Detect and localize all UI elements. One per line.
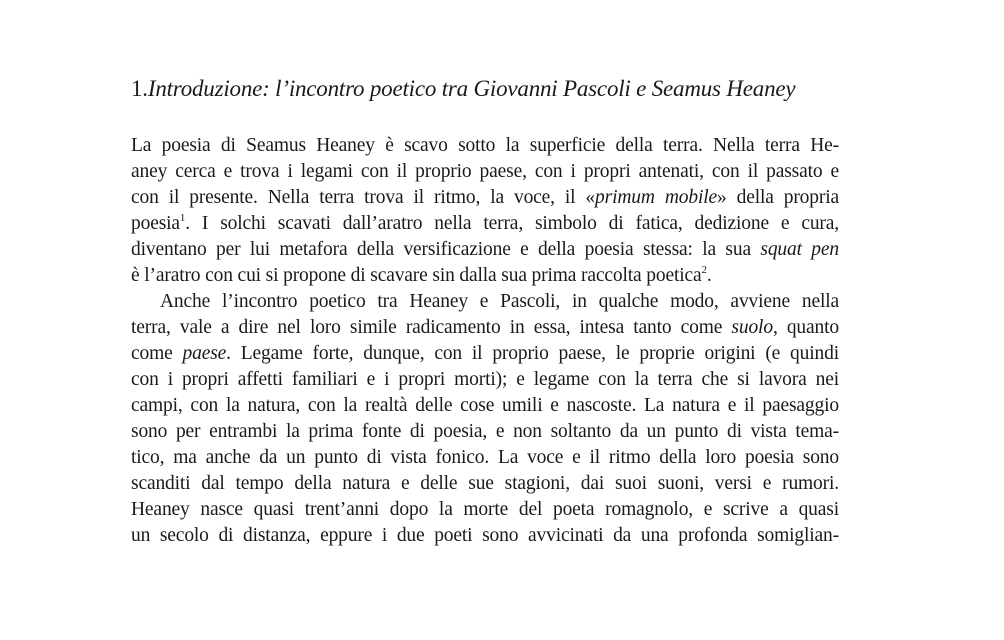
text-line <box>131 445 839 471</box>
text-line <box>131 367 839 393</box>
text-segment: . <box>706 265 712 286</box>
text-line <box>131 419 839 445</box>
text-segment: un secolo di distanza, eppure i due poeti sono avvicinati da una profonda somiglian- <box>131 525 839 546</box>
text-segment: Heaney nasce quasi trent’anni dopo la morte del poeta romagnolo, e scrive a quasi <box>131 499 839 520</box>
text-segment: scanditi dal tempo della natura e delle sue stagioni, dai suoi suoni, versi e rumori. <box>131 473 839 494</box>
text-segment: La poesia di Seamus Heaney è scavo sotto la superficie della terra. Nella terra He- <box>131 135 839 156</box>
text-segment: tico, ma anche da un punto di vista fonico. La voce e il ritmo della loro poesia sono <box>131 447 839 468</box>
text-segment: aney cerca e trova i legami con il proprio paese, con i propri antenati, con il passato e <box>131 161 839 182</box>
text-line <box>131 497 839 523</box>
italic-text: primum mobile <box>595 187 717 208</box>
footnote-marker: 2 <box>701 263 707 276</box>
text-line <box>131 523 839 549</box>
text-segment: . Legame forte, dunque, con il proprio paese, le proprie origini (e quindi <box>226 343 839 364</box>
text-line <box>131 263 839 289</box>
text-segment: campi, con la natura, con la realtà delle cose umili e nascoste. La natura e il paesaggio <box>131 395 839 416</box>
text-line <box>131 185 839 211</box>
section-number: 1. <box>131 76 148 101</box>
body-text <box>131 133 839 549</box>
text-segment: è l’aratro con cui si propone di scavare sin dalla sua prima raccolta poetica <box>131 265 702 286</box>
text-segment: con il presente. Nella terra trova il ritmo, la voce, il « <box>131 187 596 208</box>
text-segment: come <box>131 343 183 364</box>
text-segment: con i propri affetti familiari e i propri morti); e legame con la terra che si lavora nei <box>131 369 839 390</box>
text-line <box>131 341 839 367</box>
text-line <box>131 393 839 419</box>
italic-text: suolo <box>731 317 773 338</box>
text-segment: diventano per lui metafora della versificazione e della poesia stessa: la sua <box>131 239 761 260</box>
text-line <box>131 159 839 185</box>
text-line <box>131 471 839 497</box>
text-segment: , quanto <box>772 317 839 338</box>
italic-text: paese <box>182 343 227 364</box>
text-line <box>131 211 839 237</box>
text-line <box>131 289 839 315</box>
italic-text: squat pen <box>760 239 840 260</box>
text-segment: poesia <box>131 213 180 234</box>
text-line <box>131 133 839 159</box>
footnote-marker: 1 <box>179 211 186 224</box>
text-segment: . I solchi scavati dall’aratro nella terra, simbolo di fatica, dedizione e cura, <box>185 213 839 234</box>
text-segment: » della propria <box>717 187 839 208</box>
text-segment: sono per entrambi la prima fonte di poesia, e non soltanto da un punto di vista tema- <box>131 421 839 442</box>
text-segment: terra, vale a dire nel loro simile radicamento in essa, intesa tanto come <box>131 317 732 338</box>
section-heading <box>131 74 795 104</box>
text-segment: Anche l’incontro poetico tra Heaney e Pascoli, in qualche modo, avviene nella <box>160 291 839 312</box>
text-line <box>131 237 839 263</box>
text-line <box>131 315 839 341</box>
section-title: Introduzione: l’incontro poetico tra Giovanni Pascoli e Seamus Heaney <box>147 76 796 101</box>
